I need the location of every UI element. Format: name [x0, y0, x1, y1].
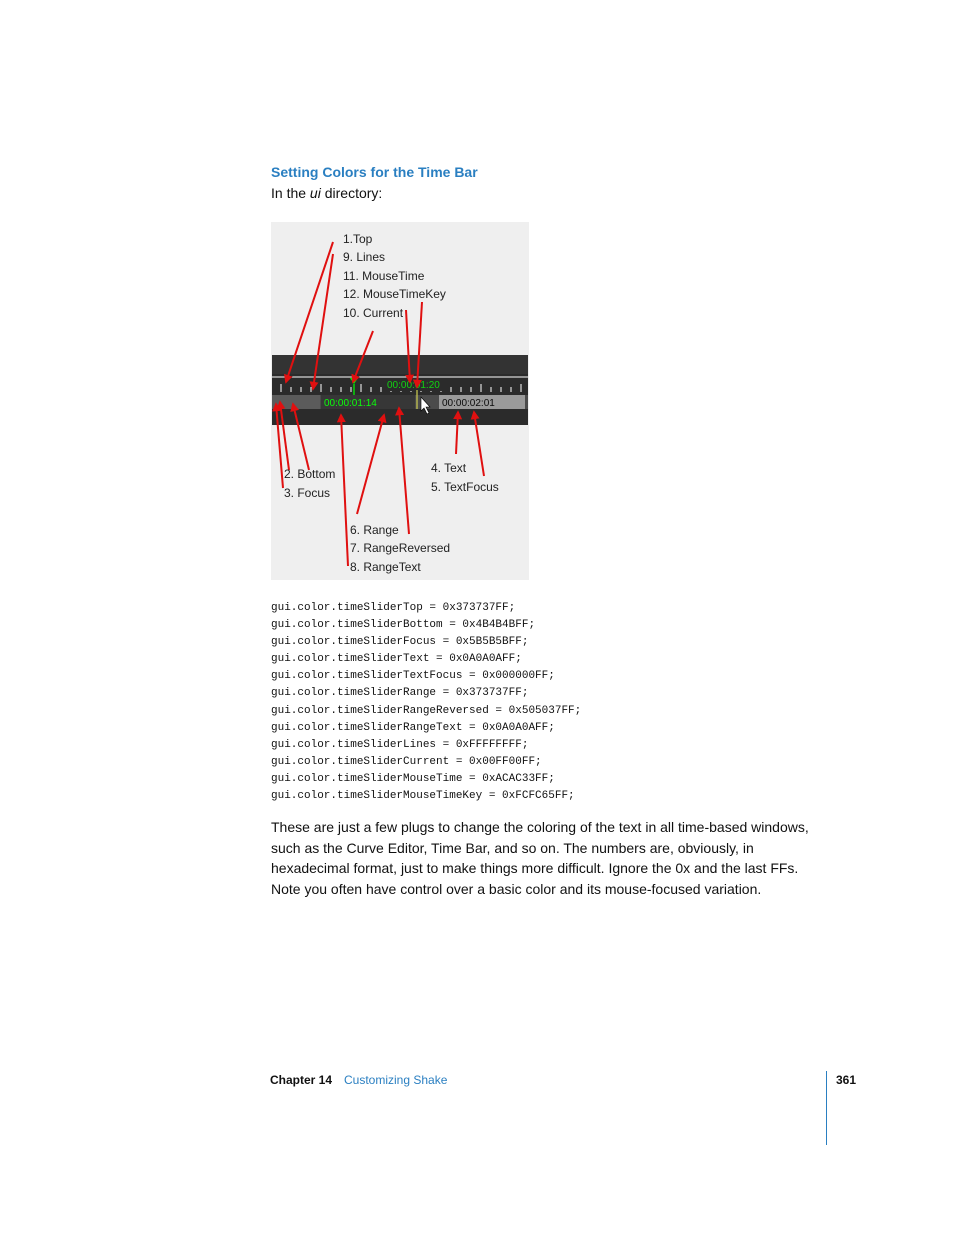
intro-suffix: directory: — [320, 185, 383, 201]
current-time-readout: 00:00:01:14 — [324, 398, 377, 409]
label-rangetext: 8. RangeText — [350, 560, 421, 574]
footer-chapter-title: Customizing Shake — [344, 1073, 448, 1087]
code-line: gui.color.timeSliderTop = 0x373737FF; — [271, 602, 516, 614]
mouse-time-readout: 00:00:01:20 — [387, 380, 440, 391]
label-mousetimekey: 12. MouseTimeKey — [343, 287, 446, 301]
code-line: gui.color.timeSliderLines = 0xFFFFFFFF; — [271, 738, 529, 751]
section-heading: Setting Colors for the Time Bar — [271, 164, 478, 180]
code-line: gui.color.timeSliderText = 0x0A0A0AFF; — [271, 653, 522, 666]
label-textfocus: 5. TextFocus — [431, 480, 499, 494]
code-line: gui.color.timeSliderRangeText = 0x0A0A0AFF; — [271, 721, 555, 734]
label-mousetime: 11. MouseTime — [343, 269, 425, 283]
code-line: gui.color.timeSliderCurrent = 0x00FF00FF; — [271, 755, 542, 768]
label-lines: 9. Lines — [343, 250, 386, 264]
code-line: gui.color.timeSliderTextFocus = 0x000000FF; — [271, 670, 555, 683]
end-time-readout: 00:00:02:01 — [442, 398, 495, 409]
code-line: gui.color.timeSliderRangeReversed = 0x505037FF; — [271, 704, 582, 717]
label-range: 6. Range — [350, 523, 399, 537]
intro-directory: ui — [309, 185, 321, 201]
page-number: 361 — [836, 1073, 857, 1087]
code-block — [271, 600, 581, 805]
bar-focus — [272, 395, 320, 409]
footer-divider — [826, 1071, 827, 1145]
code-line: gui.color.timeSliderBottom = 0x4B4B4BFF; — [271, 619, 536, 632]
code-line: gui.color.timeSliderRange = 0x373737FF; — [271, 687, 529, 700]
label-current: 10. Current — [343, 306, 404, 320]
label-top: 1.Top — [343, 232, 373, 246]
time-bar-figure — [271, 222, 529, 580]
footer-chapter: Chapter 14 — [270, 1073, 333, 1087]
code-line: gui.color.timeSliderMouseTime = 0xACAC33FF; — [271, 772, 555, 785]
label-bottom: 2. Bottom — [284, 467, 336, 481]
intro-prefix: In the — [271, 185, 310, 201]
body-paragraph: These are just a few plugs to change the coloring of the text in all time-based windows, such as the Curve Editor, Time Bar, and so on. The numbers are, obviously, in hexadecimal format, just to make things more difficult. Ignore the 0x and the last FFs. Note you often have control over a basic color and its mouse-focused variation. — [271, 819, 809, 897]
code-line: gui.color.timeSliderFocus = 0x5B5B5BFF; — [271, 636, 529, 649]
label-text: 4. Text — [431, 461, 467, 475]
label-rangereversed: 7. RangeReversed — [350, 541, 451, 555]
code-line: gui.color.timeSliderMouseTimeKey = 0xFCFC65FF; — [271, 790, 575, 803]
label-focus: 3. Focus — [284, 486, 331, 500]
intro-line — [271, 185, 382, 201]
time-bar-diagram — [271, 222, 529, 580]
